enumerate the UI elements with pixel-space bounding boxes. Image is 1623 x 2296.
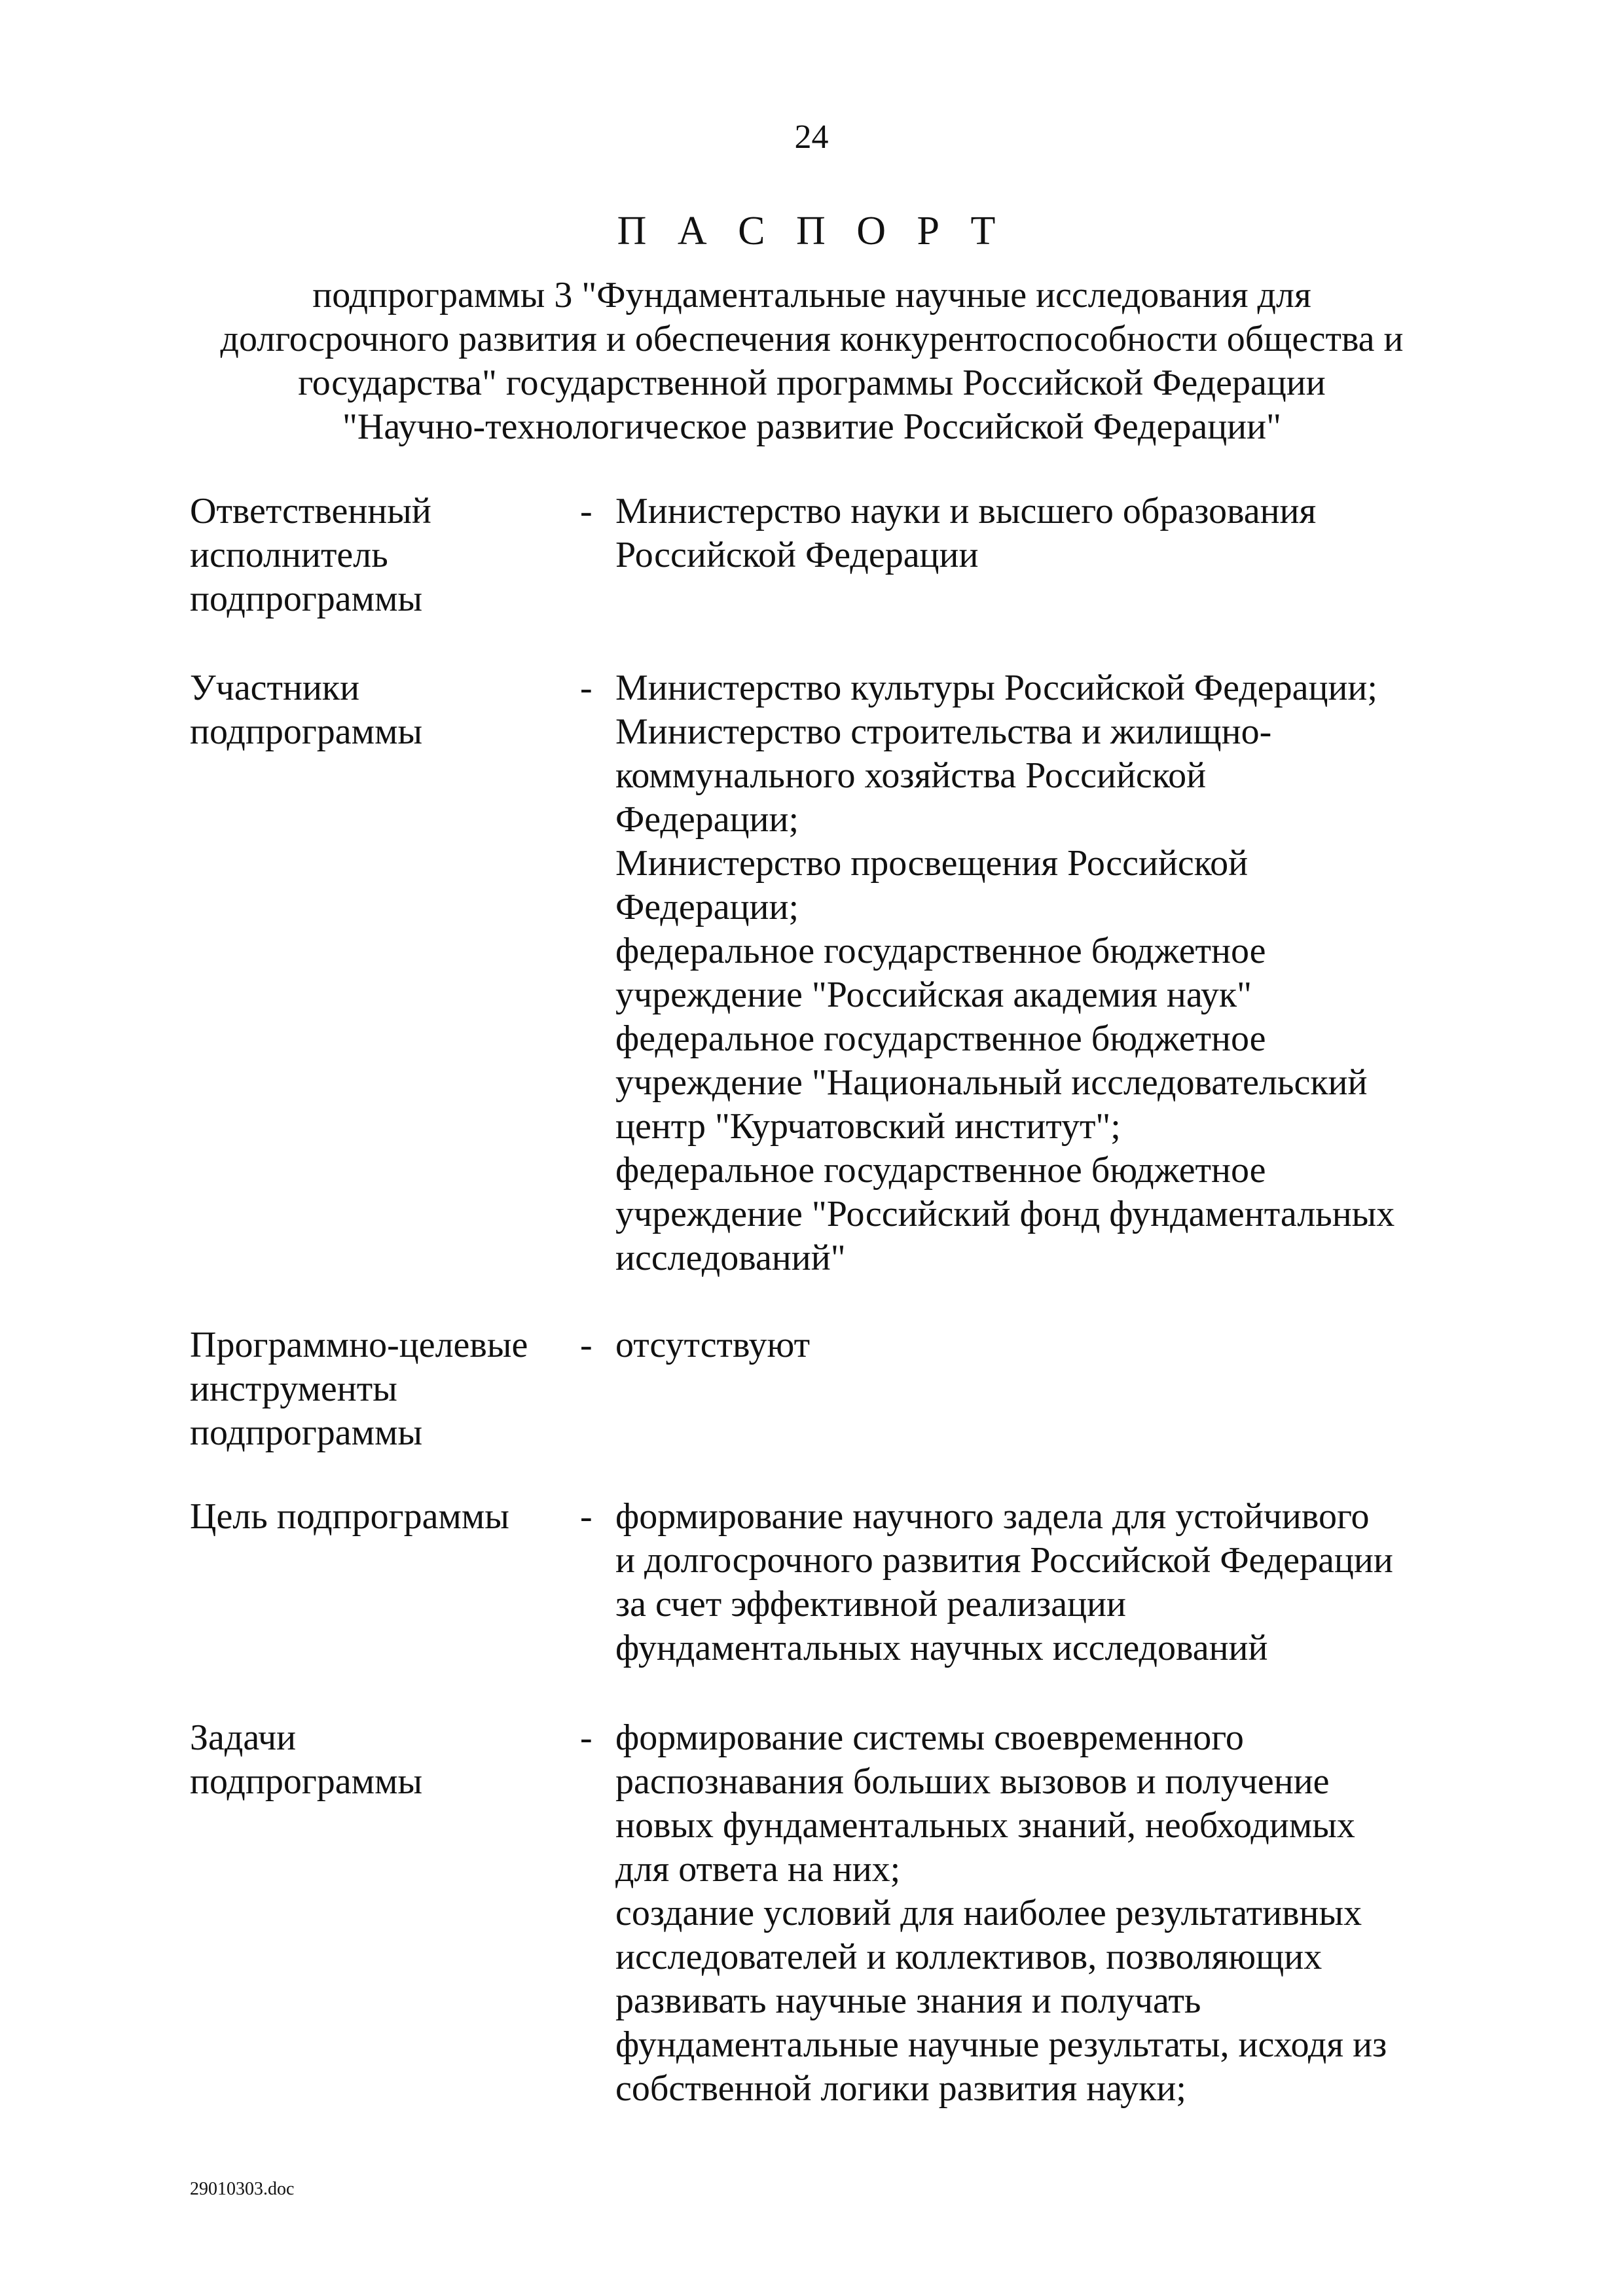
value-line: Федерации; bbox=[615, 799, 799, 840]
value-line: и долгосрочного развития Российской Федерации bbox=[615, 1540, 1393, 1581]
value-line: отсутствуют bbox=[615, 1325, 811, 1365]
row-dash: - bbox=[580, 668, 593, 708]
page-number: 24 bbox=[794, 118, 829, 156]
row-value bbox=[615, 666, 1467, 1280]
value-line: учреждение "Российская академия наук" bbox=[615, 975, 1252, 1015]
value-line: формирование системы своевременного bbox=[615, 1717, 1244, 1758]
value-line: фундаментальные научные результаты, исходя из bbox=[615, 2024, 1387, 2065]
row-value bbox=[615, 1716, 1467, 2111]
value-line: Министерство строительства и жилищно- bbox=[615, 711, 1272, 752]
row-label bbox=[190, 1323, 570, 1455]
subtitle-line: долгосрочного развития и обеспечения конкурентоспособности общества и bbox=[220, 319, 1404, 359]
label-line: подпрограммы bbox=[190, 1412, 423, 1453]
row-label bbox=[190, 1495, 570, 1539]
subtitle-line: подпрограммы 3 "Фундаментальные научные исследования для bbox=[312, 275, 1311, 315]
file-name-footer: 29010303.doc bbox=[190, 2179, 295, 2199]
label-line: подпрограммы bbox=[190, 1761, 423, 1802]
label-line: подпрограммы bbox=[190, 579, 423, 619]
row-value bbox=[615, 490, 1467, 577]
label-line: Программно-целевые bbox=[190, 1325, 528, 1365]
value-line: исследований" bbox=[615, 1238, 846, 1278]
page-title: П А С П О Р Т bbox=[617, 209, 1006, 253]
value-line: федеральное государственное бюджетное bbox=[615, 1150, 1266, 1191]
label-line: Участники bbox=[190, 668, 360, 708]
row-dash: - bbox=[580, 491, 593, 531]
row-value bbox=[615, 1495, 1467, 1670]
label-line: инструменты bbox=[190, 1369, 397, 1409]
value-line: центр "Курчатовский институт"; bbox=[615, 1106, 1121, 1147]
value-line: развивать научные знания и получать bbox=[615, 1981, 1201, 2021]
value-line: Министерство культуры Российской Федерации; bbox=[615, 668, 1377, 708]
row-value bbox=[615, 1323, 1467, 1367]
value-line: Российской Федерации bbox=[615, 535, 979, 575]
value-line: собственной логики развития науки; bbox=[615, 2068, 1186, 2109]
row-dash: - bbox=[580, 1325, 593, 1365]
value-line: новых фундаментальных знаний, необходимых bbox=[615, 1805, 1355, 1846]
value-line: Министерство науки и высшего образования bbox=[615, 491, 1317, 531]
value-line: учреждение "Российский фонд фундаментальных bbox=[615, 1194, 1395, 1234]
label-line: исполнитель bbox=[190, 535, 388, 575]
label-line: подпрограммы bbox=[190, 711, 423, 752]
row-label bbox=[190, 1716, 570, 1804]
label-line: Цель подпрограммы bbox=[190, 1496, 509, 1537]
value-line: за счет эффективной реализации bbox=[615, 1584, 1126, 1624]
subtitle-line: "Научно-технологическое развитие Российской Федерации" bbox=[342, 406, 1281, 447]
value-line: распознавания больших вызовов и получение bbox=[615, 1761, 1330, 1802]
value-line: учреждение "Национальный исследовательский bbox=[615, 1062, 1368, 1103]
row-dash: - bbox=[580, 1496, 593, 1537]
value-line: Федерации; bbox=[615, 887, 799, 927]
row-label bbox=[190, 490, 570, 621]
label-line: Ответственный bbox=[190, 491, 431, 531]
value-line: коммунального хозяйства Российской bbox=[615, 755, 1207, 796]
row-label bbox=[190, 666, 570, 754]
value-line: исследователей и коллективов, позволяющих bbox=[615, 1937, 1322, 1977]
subtitle bbox=[170, 274, 1453, 449]
value-line: федеральное государственное бюджетное bbox=[615, 931, 1266, 971]
value-line: фундаментальных научных исследований bbox=[615, 1628, 1268, 1668]
value-line: федеральное государственное бюджетное bbox=[615, 1018, 1266, 1059]
value-line: Министерство просвещения Российской bbox=[615, 843, 1249, 884]
value-line: формирование научного задела для устойчивого bbox=[615, 1496, 1370, 1537]
value-line: создание условий для наиболее результативных bbox=[615, 1893, 1362, 1933]
subtitle-line: государства" государственной программы Российской Федерации bbox=[298, 363, 1326, 403]
row-dash: - bbox=[580, 1717, 593, 1758]
value-line: для ответа на них; bbox=[615, 1849, 901, 1890]
label-line: Задачи bbox=[190, 1717, 297, 1758]
